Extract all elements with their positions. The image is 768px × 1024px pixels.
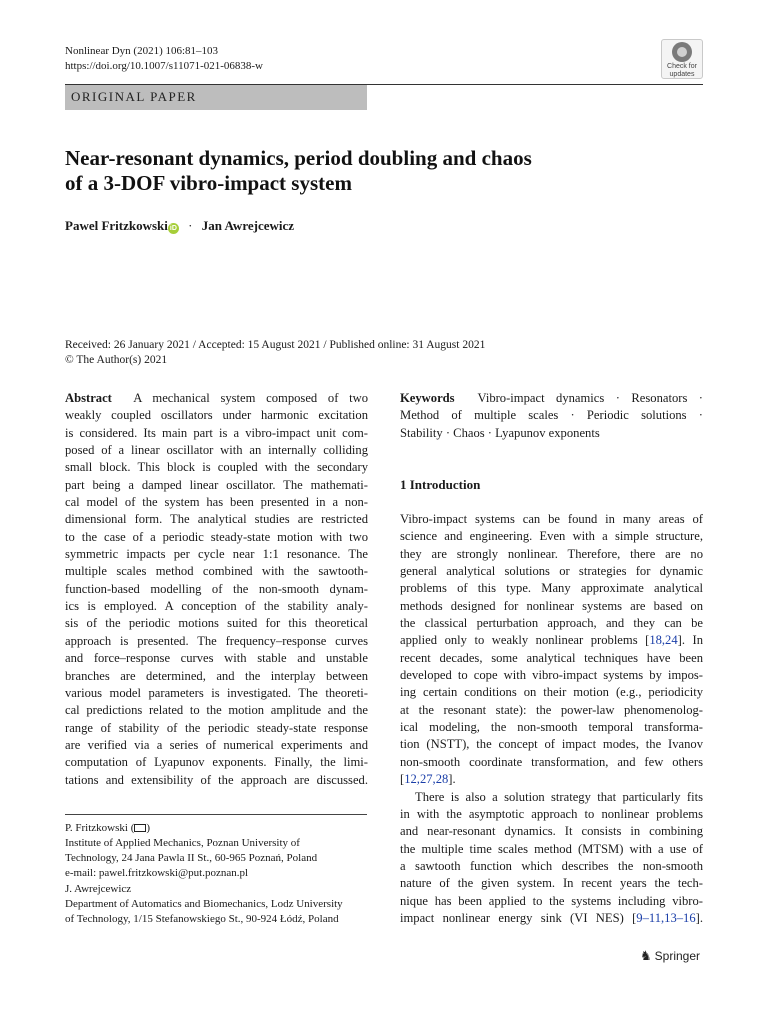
intro-line: and near-resonant dynamics. It consists in combining <box>400 824 703 839</box>
abstract-line: sis of the periodic motions suited for this theoretical <box>65 616 368 631</box>
author-separator: · <box>188 218 193 233</box>
intro-line: problems of this type. Many approximate analytical <box>400 581 703 596</box>
abstract-line: multiple scales method combined with the sawtooth- <box>65 564 368 579</box>
abstract-line: dimensional form. The analytical studies are restricted <box>65 512 368 527</box>
intro-line: recent decades, some analytical techniques have been <box>400 650 703 665</box>
abstract-line: posed of a linear oscillator with an internally colliding <box>65 443 368 458</box>
intro-line: a sawtooth function which describes the non-smooth <box>400 858 703 873</box>
section-label-bar <box>65 85 367 110</box>
keywords <box>400 390 703 442</box>
paper-title <box>65 146 685 196</box>
intro-line: they are strongly nonlinear. Therefore, there are no <box>400 546 703 561</box>
copyright-line: © The Author(s) 2021 <box>65 354 168 366</box>
affiliation-line: Institute of Applied Mechanics, Poznan University of <box>65 837 300 849</box>
abstract-line: computation of Lyapunov exponents. Finally, the limi- <box>65 755 368 770</box>
abstract-line: various model parameters is investigated. The theoreti- <box>65 685 368 700</box>
title-line-2: of a 3-DOF vibro-impact system <box>65 171 352 195</box>
intro-line <box>400 771 703 788</box>
section-heading-introduction: 1 Introduction <box>400 477 481 492</box>
abstract-line: ics is employed. A conception of the stability analy- <box>65 599 368 614</box>
abstract-line: range of stability of the periodic steady-state response <box>65 720 368 735</box>
intro-line: nique has been applied to the systems including vibro- <box>400 893 703 908</box>
intro-text: ]. <box>695 910 703 925</box>
journal-citation <box>65 44 263 74</box>
abstract-line: tations and extensibility of the approach are discussed. <box>65 772 368 787</box>
intro-line: ing certain conditions on their motion (e.g., periodicity <box>400 685 703 700</box>
intro-line: Vibro-impact systems can be found in many areas of <box>400 512 703 526</box>
abstract-line: cal predictions related to the motion amplitude and the <box>65 703 368 718</box>
intro-line: the multiple time scales method (MTSM) with a use of <box>400 841 703 856</box>
keywords-line: Stability · Chaos · Lyapunov exponents <box>400 425 600 440</box>
springer-horse-icon: ♞ <box>640 948 652 963</box>
intro-text: ]. <box>448 772 456 787</box>
publisher-name: Springer <box>654 949 701 963</box>
intro-text: impact nonlinear energy sink (VI NES) [ <box>400 910 637 925</box>
keywords-line-text: Vibro-impact dynamics · Resonators · <box>477 391 703 405</box>
intro-line: non-smooth coordinate transformation, and few others <box>400 754 703 769</box>
abstract-line: is considered. Its main part is a vibro-impact unit com- <box>65 425 368 440</box>
citation-link[interactable]: 9–11,13–16 <box>636 910 696 925</box>
abstract-line: and force–response curves with stable and unstable <box>65 651 368 666</box>
affiliation-1 <box>65 821 375 881</box>
citation-link[interactable]: 18,24 <box>649 633 678 648</box>
abstract-line-text: A mechanical system composed of two <box>133 391 369 405</box>
intro-text: applied only to weakly nonlinear problems [ <box>400 633 650 648</box>
affiliation-name <box>65 821 375 836</box>
abstract-line: part being a damped linear oscillator. The mathemati- <box>65 477 368 492</box>
author-list <box>65 218 294 234</box>
intro-line: nature of the given system. In recent years the tech- <box>400 876 703 891</box>
footnote-rule <box>65 814 367 815</box>
abstract-line: to the case of a periodic steady-state motion with two <box>65 529 368 544</box>
abstract-line: approach is presented. The frequency–response curves <box>65 633 368 648</box>
introduction-body <box>400 511 703 927</box>
abstract-line: small block. This block is coupled with the secondary <box>65 460 368 475</box>
abstract-line: are verified via a series of numerical experiments and <box>65 737 368 752</box>
affiliation-author-close: ) <box>146 822 151 834</box>
check-updates-text-1: Check for <box>667 63 697 70</box>
author-1[interactable]: Pawel Fritzkowski <box>65 218 168 233</box>
affiliation-2 <box>65 882 375 927</box>
doi-link[interactable]: https://doi.org/10.1007/s11071-021-06838-w <box>65 60 263 72</box>
journal-line: Nonlinear Dyn (2021) 106:81–103 <box>65 45 219 57</box>
intro-line: at the resonant state): the power-law phenomenolog- <box>400 702 703 717</box>
orcid-icon[interactable]: iD <box>169 225 177 232</box>
intro-line: in with the asymptotic approach to nonlinear problems <box>400 806 703 821</box>
title-line-1: Near-resonant dynamics, period doubling and chaos <box>65 146 532 170</box>
intro-line: science and engineering. Even with a simple structure, <box>400 529 703 544</box>
citation-link[interactable]: 12,27,28 <box>404 772 449 787</box>
abstract-line <box>65 390 368 407</box>
check-for-updates-icon <box>672 42 692 62</box>
intro-line <box>400 632 703 649</box>
envelope-icon[interactable] <box>134 824 146 832</box>
section-label: ORIGINAL PAPER <box>71 89 197 104</box>
check-updates-text-2: updates <box>669 71 695 78</box>
affiliation-line: of Technology, 1/15 Stefanowskiego St., 90-924 Łódź, Poland <box>65 913 339 925</box>
keywords-line <box>400 390 703 407</box>
abstract-line: cal model of the system has been presented in a non- <box>65 495 368 510</box>
intro-text: ]. In <box>677 633 703 648</box>
affiliation-email[interactable]: e-mail: pawel.fritzkowski@put.poznan.pl <box>65 867 249 879</box>
author-2[interactable]: Jan Awrejcewicz <box>201 218 295 233</box>
abstract-line: weakly coupled oscillators under harmonic excitation <box>65 408 368 423</box>
abstract-line: branches are determined, and the interplay between <box>65 668 368 683</box>
intro-line: ical modeling, the non-smooth temporal transforma- <box>400 720 703 735</box>
abstract-line: symmetric impacts per cycle near 1:1 resonance. The <box>65 547 368 562</box>
abstract-label: Abstract <box>65 391 112 405</box>
intro-line: developed to cope with vibro-impact systems by impos- <box>400 668 703 683</box>
keywords-line: Method of multiple scales · Periodic solutions · <box>400 408 703 423</box>
intro-line: tion (NSTT), the concept of impact modes, the Ivanov <box>400 737 703 752</box>
affiliation-author: J. Awrejcewicz <box>65 883 132 895</box>
intro-line: general analytical solutions or strategies for dynamic <box>400 564 703 579</box>
check-for-updates-badge[interactable] <box>661 39 703 79</box>
publication-dates <box>65 338 485 368</box>
abstract-line: function-based modelling of the non-smooth dynam- <box>65 581 368 596</box>
publisher-mark <box>640 948 700 964</box>
dates-line: Received: 26 January 2021 / Accepted: 15 August 2021 / Published online: 31 August 2021 <box>65 339 486 351</box>
affiliation-line: Technology, 24 Jana Pawla II St., 60-965 Poznań, Poland <box>65 852 318 864</box>
affiliation-author: P. Fritzkowski ( <box>65 822 135 834</box>
keywords-label: Keywords <box>400 391 455 405</box>
intro-text: [ <box>400 772 405 787</box>
intro-line: methods designed for nonlinear systems are based on <box>400 598 703 613</box>
intro-line <box>400 910 703 927</box>
intro-line: There is also a solution strategy that particularly fits <box>415 789 703 804</box>
intro-line: the classical perturbation approach, and they can be <box>400 616 703 631</box>
affiliation-line: Department of Automatics and Biomechanics, Lodz University <box>65 898 343 910</box>
abstract <box>65 390 368 789</box>
